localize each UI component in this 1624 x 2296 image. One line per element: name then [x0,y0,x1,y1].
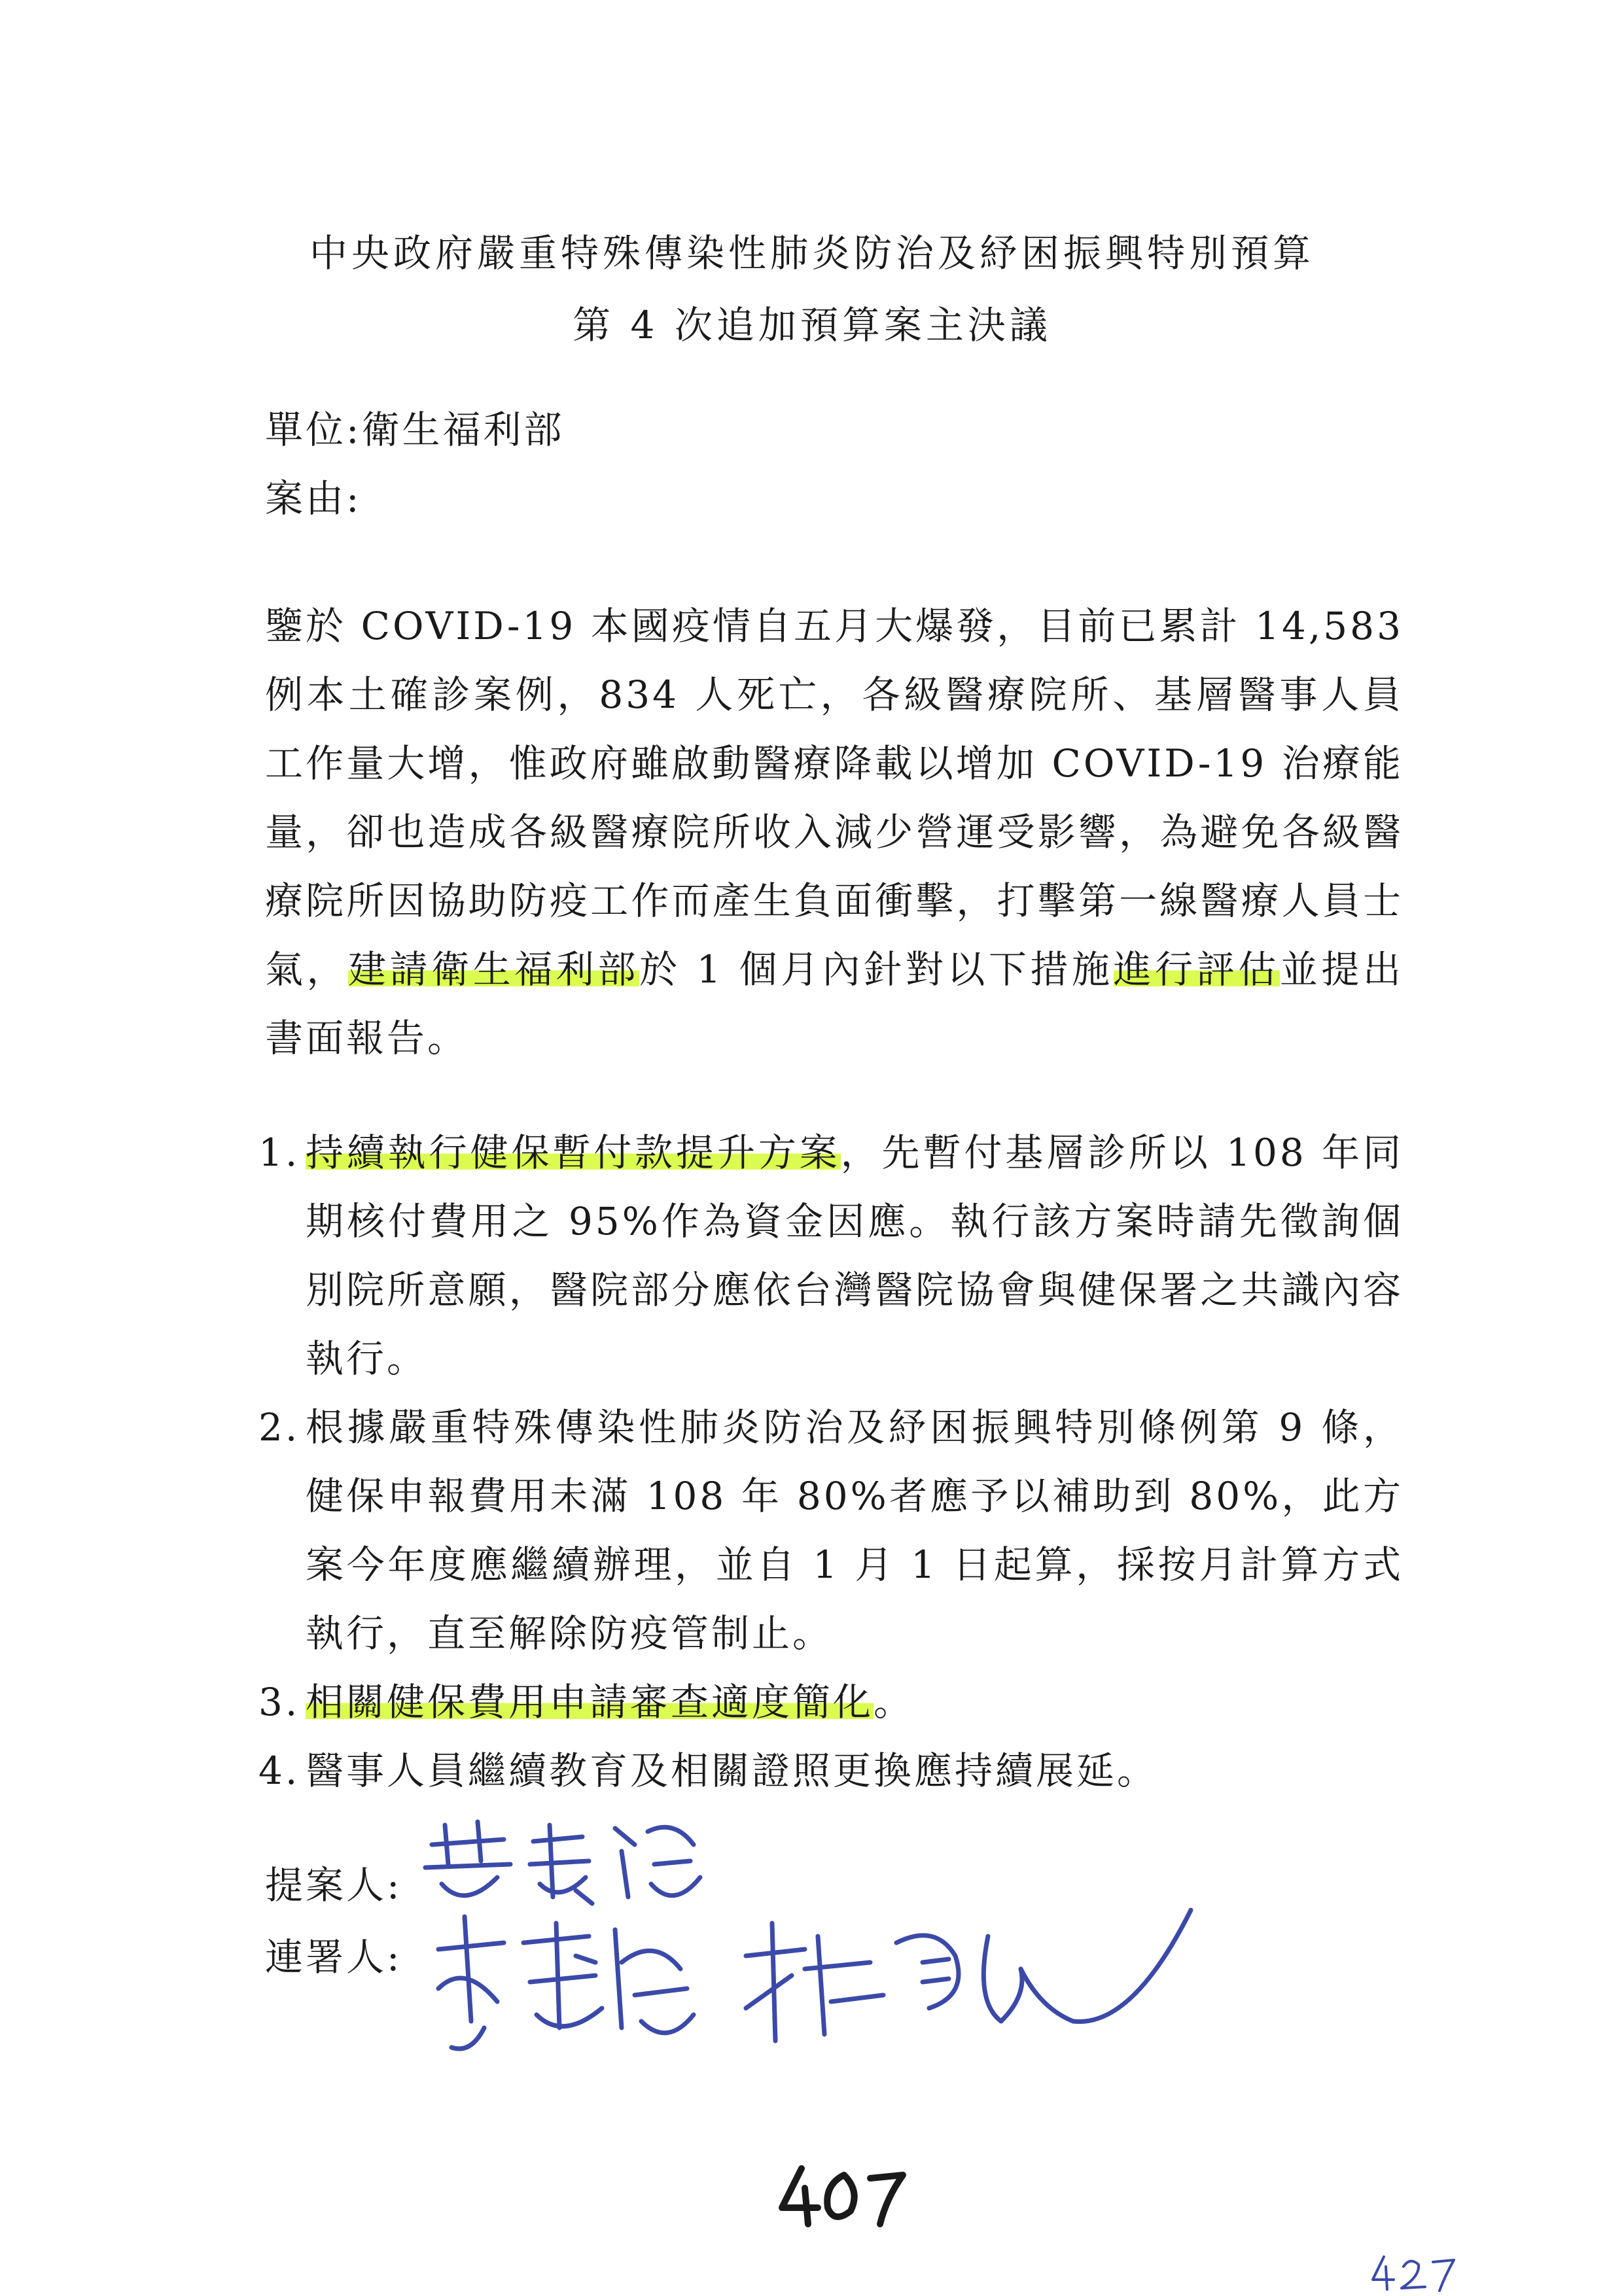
handwritten-page-number [772,2159,909,2231]
highlight-evaluate: 進行評估 [1113,947,1280,992]
item-text: ，先暫付基層診所以 108 年同期核付費用之 95%作為資金因應。執行該方案時請先徵詢個別院所意願，醫院部分應依台灣醫院協會與健保署之共識內容執行。 [306,1130,1403,1381]
document-title: 中央政府嚴重特殊傳染性肺炎防治及紓困振興特別預算 [309,231,1315,275]
cosigner-label: 連署人: [265,1935,402,1979]
highlight-mohw: 建請衛生福利部 [348,947,640,992]
item-text: 。 [874,1680,915,1724]
item-number: 4. [258,1748,300,1793]
item-highlight: 相關健保費用申請審查適度簡化 [306,1680,874,1724]
case-text: 鑒於 COVID-19 本國疫情自五月大爆發，目前已累計 14,583 例本土確診案例，834 人死亡，各級醫療院所、基層醫事人員工作量大增，惟政府雖啟動醫療降載以增加 COVID-19 治療能量，卻也造成各級醫療院所收入減少營運受影響，為避免各級醫療院所因協助防疫工作而產生負面衝擊，打擊第一線醫療人員士氣， [265,604,1403,992]
item-text: 醫事人員繼續教育及相關證照更換應持續展延。 [306,1748,1158,1793]
list-item [258,1737,1403,1805]
measure-list [258,1119,1403,1805]
item-number: 1. [258,1130,300,1175]
item-highlight: 持續執行健保暫付款提升方案 [306,1130,841,1175]
item-text: 根據嚴重特殊傳染性肺炎防治及紓困振興特別條例第 9 條，健保申報費用未滿 108 年 80%者應予以補助到 80%，此方案今年度應繼續辦理，並自 1 月 1 日起算，採按月計算方式執行，直至解除防疫管制止。 [306,1405,1403,1656]
document-subtitle: 第 4 次追加預算案主決議 [573,303,1051,347]
case-text-mid: 於 1 個月內針對以下措施 [639,947,1114,992]
case-text-end: 並提出書面報告。 [265,947,1403,1060]
proposer-label: 提案人: [265,1863,402,1907]
unit-label: 單位:衛生福利部 [265,408,565,452]
cosigner-signatures [425,1897,1197,2087]
item-number: 2. [258,1405,300,1450]
list-item [258,1119,1403,1393]
list-item [258,1393,1403,1668]
corner-page-number [1368,2250,1459,2296]
case-label: 案由: [265,476,362,521]
item-number: 3. [258,1680,300,1724]
list-item [258,1668,1403,1737]
case-paragraph [265,592,1403,1073]
